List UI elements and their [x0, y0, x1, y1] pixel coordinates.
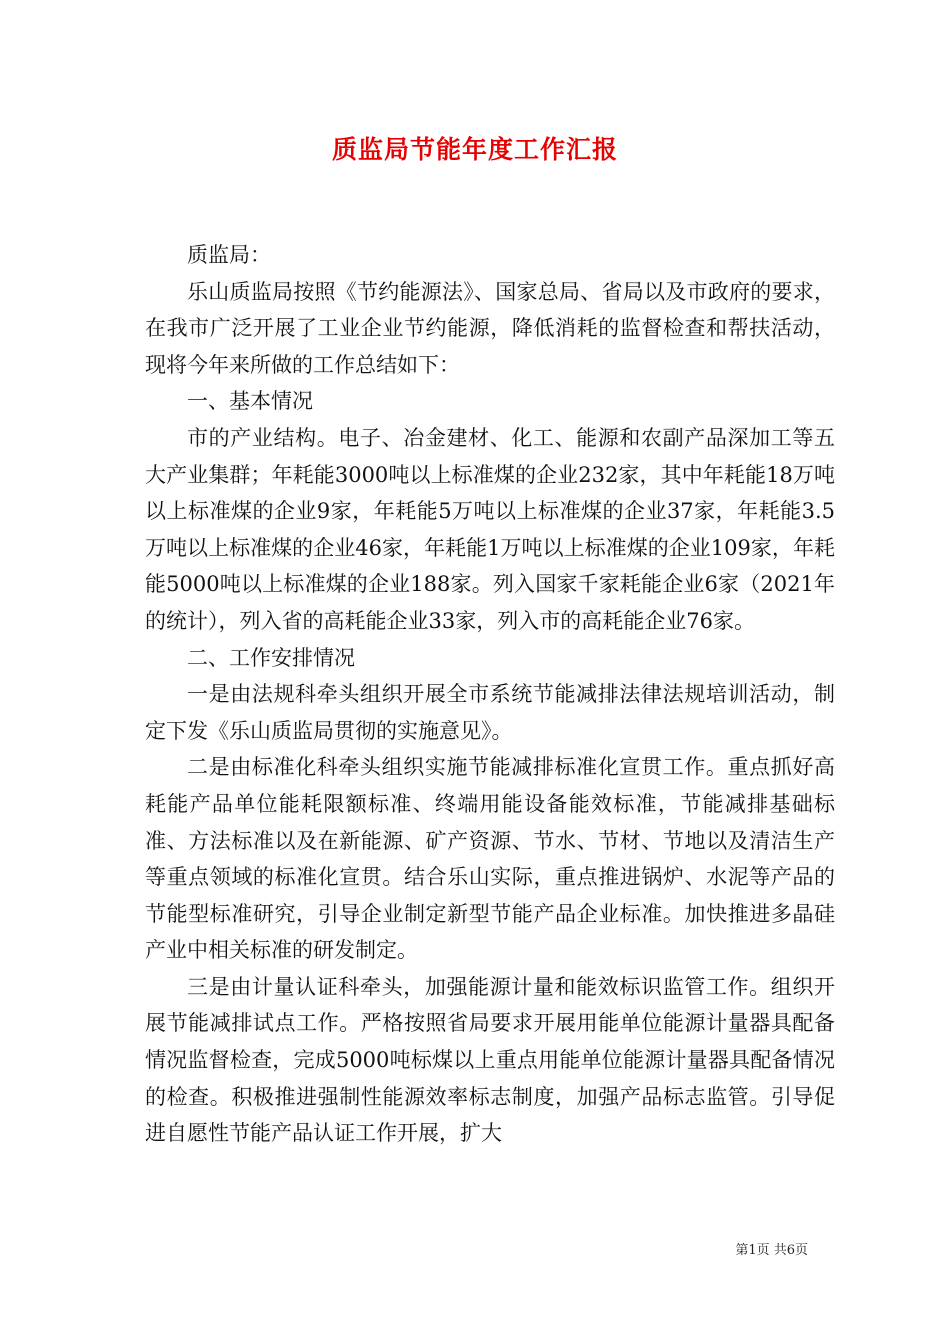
paragraph-item-three: 三是由计量认证科牵头，加强能源计量和能效标识监管工作。组织开展节能减排试点工作。严格按照省局要求开展用能单位能源计量器具配备情况监督检查，完成5000吨标煤以上重点用能单位能源计量器具配备情况的检查。积极推进强制性能源效率标志制度，加强产品标志监管。引导促进自愿性节能产品认证工作开展，扩大 [145, 974, 835, 1146]
document-title: 质监局节能年度工作汇报 [331, 135, 618, 164]
paragraph-industry-structure: 市的产业结构。电子、冶金建材、化工、能源和农副产品深加工等五大产业集群；年耗能3000吨以上标准煤的企业232家，其中年耗能18万吨以上标准煤的企业9家，年耗能5万吨以上标准煤的企业37家，年耗能3.5万吨以上标准煤的企业46家，年耗能1万吨以上标准煤的企业109家，年耗能5000吨以上标准煤的企业188家。列入国家千家耗能企业6家（2021年的统计），列入省的高耗能企业33家，列入市的高耗能企业76家。 [145, 425, 835, 633]
section-heading-basic-situation: 一、基本情况 [187, 389, 313, 414]
paragraph-item-two: 二是由标准化科牵头组织实施节能减排标准化宣贯工作。重点抓好高耗能产品单位能耗限额标准、终端用能设备能效标准，节能减排基础标准、方法标准以及在新能源、矿产资源、节水、节材、节地以及清洁生产等重点领域的标准化宣贯。结合乐山实际，重点推进锅炉、水泥等产品的节能型标准研究，引导企业制定新型节能产品企业标准。加快推进多晶硅产业中相关标准的研发制定。 [145, 755, 835, 963]
salutation: 质监局： [187, 243, 271, 267]
page-number-footer: 第1页 共6页 [735, 1243, 808, 1258]
paragraph-item-one: 一是由法规科牵头组织开展全市系统节能减排法律法规培训活动，制定下发《乐山质监局贯彻的实施意见》。 [145, 682, 835, 743]
paragraph-intro: 乐山质监局按照《节约能源法》、国家总局、省局以及市政府的要求，在我市广泛开展了工业企业节约能源，降低消耗的监督检查和帮扶活动，现将今年来所做的工作总结如下： [145, 279, 835, 377]
section-heading-work-arrangement: 二、工作安排情况 [187, 645, 355, 670]
document-body [145, 237, 835, 1152]
